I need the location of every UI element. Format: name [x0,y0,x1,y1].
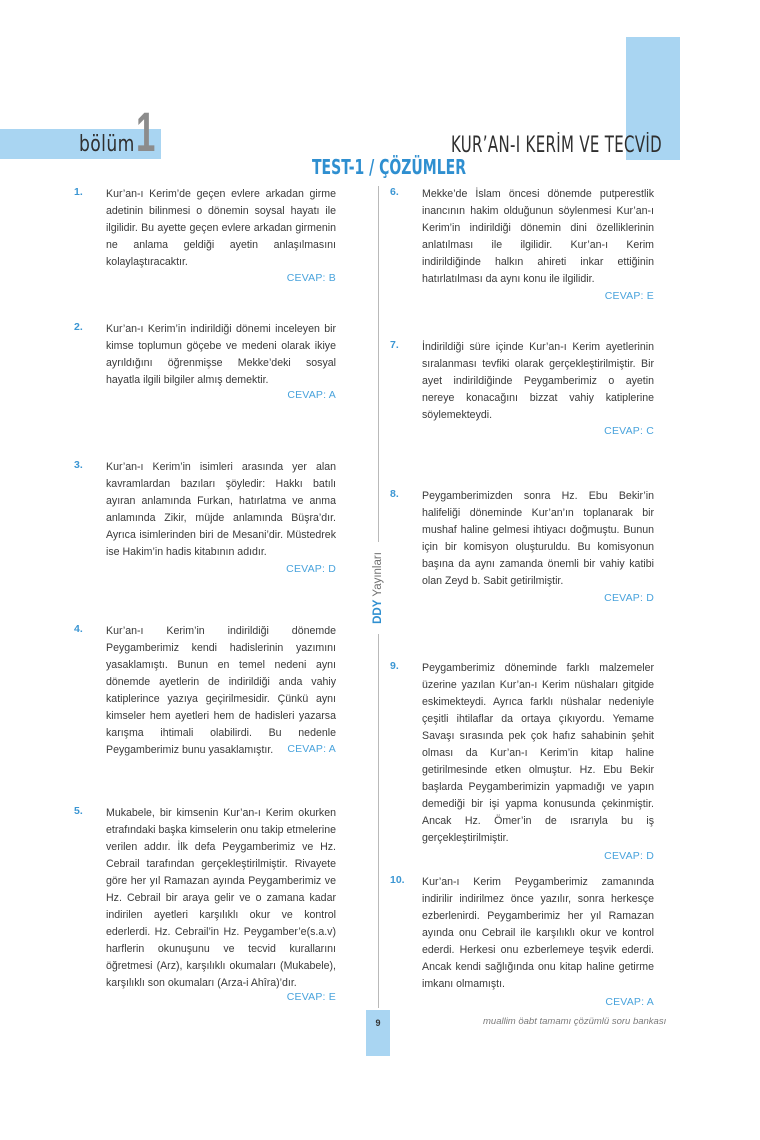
answer-label: CEVAP: E [604,290,654,302]
question-number: 7. [390,339,399,351]
question-number: 9. [390,660,399,672]
book-title: muallim öabt tamamı çözümlü soru bankası [483,1016,667,1027]
answer-label: CEVAP: D [604,592,654,604]
publisher-suffix: Yayınları [372,552,384,597]
column-divider [378,634,379,1008]
column-divider [378,186,379,542]
question-text: Peygamberimizden sonra Hz. Ebu Bekir’in halifeliği döneminde Kur’an’ın toplanarak bir mushaf haline gelmesi ihtiyacı doğmuştu. Bunun için bir komisyon oluşturuldu. Bu komisyonun başına da aynı zamanda önemli bir vahiy katibi olan Zeyd b. Sabit getirilmiştir. [422,490,654,587]
answer-label: CEVAP: E [286,991,336,1003]
question-text: Kur’an-ı Kerim’in indirildiği dönemde Peygamberimiz kendi hadislerinin yazımını yasaklamıştı. Bunun en temel nedeni aynı dönemde ayetlerin de indirildiği anda vahiy katiplerince yazıya geçirilmesidir. Çünkü aynı kimseler hem ayetleri hem de hadisleri yazarsa karışma ihtimali olabilirdi. Bu nedenle Peygamberimiz bunu yasaklamıştır. [106,625,336,756]
test-title: TEST-1 / ÇÖZÜMLER [312,155,466,179]
question-text: Peygamberimiz döneminde farklı malzemeler üzerine yazılan Kur’an-ı Kerim nüshaları gitgide eskimekteydi. Ayrıca farklı nüshalar nedeniyle çeşitli ihtilaflar da ortaya çıkıyordu. Yemame Savaşı sırasında pek çok hafız sahabinin şehit olması da Kur’an-ı Kerim’in kitap haline getirilmesinde etken olmuştur. Hz. Ebu Bekir başlarda Peygamberimizin yapmadığı ve yapın demediği bir işi yapma konusunda çekinmiştir. Ancak Hz. Ömer’in de ısrarıyla bu iş gerçekleştirilmiştir. [422,662,654,844]
question-number: 5. [74,805,83,817]
answer-label: CEVAP: D [286,563,336,575]
answer-label: CEVAP: A [287,743,336,755]
question-number: 1. [74,186,83,198]
section-label: bölüm [79,132,135,157]
question-text: Mekke’de İslam öncesi dönemde putperestlik inancının hakim olduğunun söylenmesi Kur’an-ı Kerim’in indirildiği dönemin dini özelliklerinin anlatılması ile ilgilidir. Kur’an-ı Kerim indirildiğinde halkın ahireti inkar ettiğinin hatırlatılması da aynı konu ile ilgilidir. [422,188,654,285]
question-number: 8. [390,488,399,500]
question-number: 2. [74,321,83,333]
question-text: Kur’an-ı Kerim Peygamberimiz zamanında indirilir indirilmez önce yazılır, sonra herkesçe ezberlenirdi. Peygamberimiz her yıl Ramazan ayında onu Cebrail ile karşılıklı okur ve kontrol ederdi. Herkesi onu ezberlemeye teşvik ederdi. Ancak kendi sağlığında onu kitap haline getirme imkanı olmamıştı. [422,876,654,990]
question-text: Kur’an-ı Kerim’de geçen evlere arkadan girme adetinin bilinmesi o dönemin soysal hayatı ile ilgilidir. Bu ayette geçen evlere arkadan girmenin ne anlama geldiği ayetin anlaşılmasını kolaylaştıracaktır. [106,188,336,268]
publisher-label [372,552,384,624]
answer-label: CEVAP: C [604,425,654,437]
question-text: İndirildiği süre içinde Kur’an-ı Kerim ayetlerinin sıralanması tevfiki olarak gerçekleştirilmiştir. Bir ayet indirildiğinde Peygamberimiz o ayetin nereye konacağını bizzat vahiy katiplerine söylemekteydi. [422,341,654,421]
question-text: Kur’an-ı Kerim’in indirildiği dönemi inceleyen bir kimse toplumun göçebe ve medeni olarak ikiye ayrıldığını öğrenmişse Mekke’deki sosyal hayatla ilgili bilgiler almış demektir. [106,323,336,386]
answer-label: CEVAP: A [605,996,654,1008]
answer-label: CEVAP: A [287,389,336,401]
page-number: 9 [375,1018,381,1028]
page-number-box [366,1010,390,1056]
question-number: 10. [390,874,405,886]
question-text: Kur’an-ı Kerim’in isimleri arasında yer alan kavramlardan bazıları şöyledir: Hakkı batılı ayıran anlamında Furkan, hatırlatma ve anma anlamında Zikir, müjde anlamında Büşra’dır. Ayrıca isimlerinden biri de Mesani’dir. Müstedrek ise Hakim’in hadis kitabının adıdır. [106,461,336,558]
question-text: Mukabele, bir kimsenin Kur’an-ı Kerim okurken etrafındaki başka kimselerin onu takip etmelerine verilen addır. İlk defa Peygamberimiz ve Hz. Cebrail tarafından gerçekleştirilmiştir. Rivayete göre her yıl Ramazan ayında Peygamberimiz ve Hz. Cebrail bir araya gelir ve o zamana kadar indirilen ayetleri karşılıklı okur ve kontrol ederlerdi. Hz. Cebrail’in Hz. Peygamber’e(s.a.v) harflerin okunuşunu ve tecvid kurallarını öğretmesi (Arz), karşılıklı okumaları (Mukabele), karşılıklı son okumaları (Arza-i Ahîra)’dır. [106,807,336,989]
publisher-mark [366,548,390,628]
publisher-brand: DDY [372,599,384,624]
question-number: 3. [74,459,83,471]
question-number: 4. [74,623,83,635]
answer-label: CEVAP: D [604,850,654,862]
question-number: 6. [390,186,399,198]
section-number: 1 [136,100,156,163]
answer-label: CEVAP: B [286,272,336,284]
chapter-title: KUR’AN-I KERİM VE TECVİD [451,133,663,158]
